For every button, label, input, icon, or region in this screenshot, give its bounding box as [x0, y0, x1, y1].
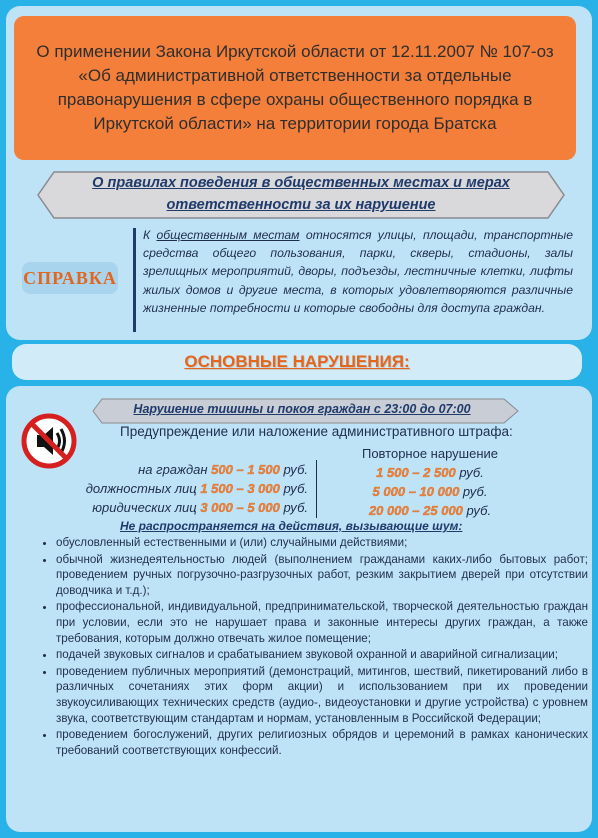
list-item: • проведением богослужений, других религиозных обрядов и церемоний в рамках канонических требований соответствующих конфессий. — [56, 727, 588, 758]
section-header — [12, 344, 582, 380]
exceptions-list — [36, 535, 588, 759]
section-title: ОСНОВНЫЕ НАРУШЕНИЯ: — [184, 352, 410, 371]
reference-bracket — [133, 228, 140, 332]
violation-banner — [92, 398, 520, 424]
list-item: • подачей звуковых сигналов и срабатыванием звуковой охранной и аварийной сигнализации; — [56, 647, 588, 663]
list-item: • обычной жизнедеятельностью людей (выполнением гражданами каких-либо бытовых работ; проведением ручных погрузочно-разгрузочных работ, резким закрытием дверей при отсутствии доводчика и т.д.); — [56, 552, 588, 599]
reference-badge: СПРАВКА — [22, 262, 118, 294]
fine-row: 1 500 – 2 500 руб. — [376, 465, 484, 480]
document-title — [14, 16, 576, 160]
repeat-label: Повторное нарушение — [361, 446, 499, 461]
reference-prefix: К — [143, 228, 151, 242]
subtitle-text: О правилах поведения в общественных местах и мерах ответственности за их нарушение — [92, 175, 510, 213]
subtitle-banner — [36, 170, 566, 220]
title-text: О применении Закона Иркутской области от 12.11.2007 № 107-оз «Об административной ответственности за отдельные правонарушения в сфере охраны общественного порядка в Иркутской области» на территории города Братска — [36, 42, 554, 133]
exceptions-heading: Не распространяется на действия, вызывающие шум: — [120, 519, 463, 533]
list-item: • обусловленный естественными и (или) случайными действиями; — [56, 535, 588, 551]
fine-row: на граждан 500 – 1 500 руб. — [138, 462, 308, 477]
reference-definition — [143, 226, 573, 317]
violation-banner-text: Нарушение тишины и покоя граждан с 23:00 до 07:00 — [133, 402, 471, 416]
fine-row: юридических лиц 3 000 – 5 000 руб. — [92, 500, 308, 515]
penalty-text: Предупреждение или наложение административного штрафа: — [120, 424, 513, 439]
list-item: • профессиональной, индивидуальной, предпринимательской, творческой деятельностью граждан при условии, если это не нарушает права и законные интересы других граждан, а также требования, которым должно отвечать жилое помещение; — [56, 599, 588, 646]
reference-term: общественным местам — [156, 228, 300, 242]
reference-text: относятся улицы, площади, транспортные средства общего пользования, парки, скверы, стадионы, залы зрелищных мероприятий, дворы, подъезды, лестничные клетки, лифты жилых домов и другие места, в которых удовлетворяются различные жизненные потребности и которые свободны для доступа граждан. — [143, 228, 574, 315]
fine-separator — [316, 460, 317, 518]
list-item: • проведением публичных мероприятий (демонстраций, митингов, шествий, пикетирований либо в различных сочетаниях этих форм акции) и использованием при их проведении звукоусиливающих технических средств (аудио-, видеоустановки и другие устройства) с уровнем звука, соответствующим стандартам и нормам, установленным в Российской Федерации; — [56, 664, 588, 726]
fine-row: 5 000 – 10 000 руб. — [372, 484, 488, 499]
first-offense-fines — [40, 460, 308, 517]
fine-row: 20 000 – 25 000 руб. — [368, 503, 492, 518]
repeat-offense-fines — [330, 444, 530, 520]
fine-row: должностных лиц 1 500 – 3 000 руб. — [85, 481, 308, 496]
